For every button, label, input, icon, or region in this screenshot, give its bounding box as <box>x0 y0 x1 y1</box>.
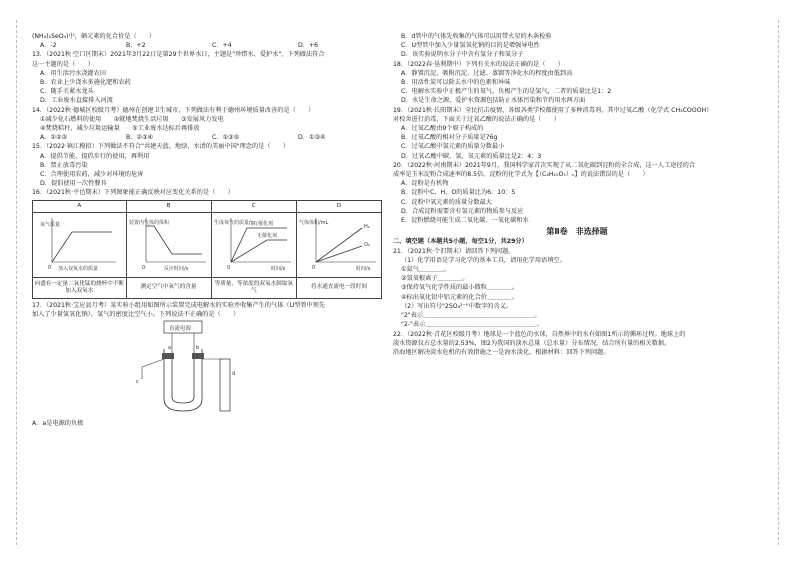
label-c: c <box>136 379 139 386</box>
q16-graph-c <box>213 214 295 272</box>
graph-d-ylabel: 气体体积/mL <box>298 219 329 226</box>
graph-d-label-h2: H₂ <box>363 223 370 230</box>
q21-item-5: （2）写出符号"2SO₄²⁻"中数字的含义。 <box>401 302 513 310</box>
q16-caption-c: 等质量、等浓度的双氧水制取氧气 <box>211 278 296 299</box>
q16-caption-a: 向盛有一定量二氧化锰的烧杯中不断加入双氧水 <box>33 278 127 299</box>
q13-option-b: B．农业上少浇水多施化肥和农药 <box>40 79 131 87</box>
label-d: d <box>232 371 236 378</box>
graph-c-origin: 0 <box>226 264 230 271</box>
graph-a-origin: 0 <box>48 264 52 271</box>
q12-option-c: C．+4 <box>212 42 232 50</box>
q16-graph-b <box>128 214 210 272</box>
q20-option-e: E．淀粉燃烧可能生成二氧化碳、一氧化碳和水 <box>401 217 529 225</box>
graph-c-label-no-catalyst: 无催化剂 <box>256 232 277 239</box>
q16-graph-a <box>38 214 120 272</box>
q21-stem-2: （1）化学用语是学习化学的基本工具，请用化学用语填空。 <box>401 256 566 264</box>
q16-graph-table <box>32 200 382 299</box>
q12-option-b: B．+2 <box>126 42 146 50</box>
q18-stem: 18．（2022春·垦利期中）下列有关水的说法正确的是（ ） <box>393 60 564 68</box>
q17-option-c: C．U型管中加入少量氢氧化钠的目的是增强导电性 <box>401 42 540 50</box>
q15-option-d: D．提倡使用一次性餐具 <box>40 180 107 188</box>
power-supply-label: 直流电源 <box>169 326 192 333</box>
q16-graph-a-cell <box>33 212 127 277</box>
label-a: a <box>168 345 172 352</box>
q20-option-c: C．淀粉中氧元素的质量分数最大 <box>401 198 492 206</box>
q21-item-4: ④标出氧化铝中铝元素的化合价＿＿＿＿。 <box>401 293 518 301</box>
q15-option-b: B．禁止放毒污染 <box>40 161 88 169</box>
left-column <box>32 32 384 429</box>
graph-b-ylabel: 装置内气体的体积 <box>128 219 169 226</box>
q14-option-b: B．②③④ <box>126 134 154 142</box>
q16-head-a: A <box>33 200 127 212</box>
q14-option-c: C．①③⑤ <box>212 134 240 142</box>
q17-option-a: A．a是电源的负极 <box>32 420 84 428</box>
q16-stem: 16．（2021秋·平邑期末）下列图象能正确反映对应变化关系的是（ ） <box>32 189 234 197</box>
q22-stem-1: 22．（2022秋·青花区校级月考）地球是一个蓝色的水球，自然界中的水有如图1所示的循环过程。地球上的 <box>393 330 686 338</box>
q15-option-c: C．合理使用农药，减少对环境的危害 <box>40 171 144 179</box>
q13-stem-2: 这一主题的是（ ） <box>32 60 94 68</box>
q16-caption-b: 测定空气中氧气的含量 <box>126 278 211 299</box>
q19-stem-1: 19．（2021秋·长阳期末）全民抗击疫情，各级各类学校都使用了多种消毒剂，其中过氧乙酸（化学式 CH₃COOOH） <box>393 106 713 114</box>
graph-d-label-o2: O₂ <box>363 241 370 248</box>
q14-option-d: D．①③④ <box>298 134 326 142</box>
graph-d-xlabel: 时间/s <box>355 265 371 272</box>
q22-stem-3: 沿海地区解决淡水危机的有效措施之一是海水淡化。根据材料：回答下列问题。 <box>393 348 610 356</box>
q16-graph-d-cell <box>296 212 381 277</box>
q12-option-d: D．+6 <box>298 42 319 50</box>
q15-stem: 15．（2022·镇江模拟）下列做法不符合"共建天蓝、地绿、水清的美丽中国"理念的是（ ） <box>32 143 290 151</box>
right-column <box>393 32 761 357</box>
q13-option-c: C．随手关紧水龙头 <box>40 88 94 96</box>
graph-c-ylabel: 生成氧气的质量/g <box>213 219 254 226</box>
section-2-title: 第Ⅱ卷 非选择题 <box>546 227 608 237</box>
q20-option-a: A．淀粉是有机物 <box>401 180 449 188</box>
q14-option-a: A．①②③ <box>40 134 68 142</box>
q16-caption-d: 将水通直流电一段时间 <box>296 278 381 299</box>
q16-graph-d <box>298 214 380 272</box>
label-b: b <box>196 345 200 352</box>
q13-option-a: A．用生活污水浇灌农田 <box>40 69 107 77</box>
q14-options <box>40 133 384 142</box>
q19-option-b: B．过氧乙酸的相对分子质量是76g <box>401 134 498 142</box>
q17-option-b: B．d管中的气体先收集的气体可以用带火星的木条检验 <box>401 33 552 40</box>
graph-c-xlabel: 时间/s <box>270 265 286 272</box>
binding-line-left <box>16 20 17 545</box>
q13-stem-1: 13．（2021秋·空口区期末）2021年3月22日是第29个世界水日，主题是"珍惜水、爱护水"。下列做法符合 <box>32 51 325 59</box>
q20-stem-2: 成率是玉米淀粉合成速率的8.5倍。淀粉的化学式为【（C₆H₁₀O₅）ₙ】的说法错误的是（ ） <box>393 171 649 179</box>
q18-option-a: A．静置沉淀、吸附沉淀、过滤、蒸馏等净化水的程度由低到高 <box>401 69 573 77</box>
q12-options <box>40 41 384 50</box>
q14-item-2: ④焚烧秸秆，减少垃圾运输量 ⑤工业废水达标后再排放 <box>40 125 200 133</box>
q16-head-d: D <box>296 200 381 212</box>
q17-stem-1: 17．（2021秋·宝应县月考）某实验小组用如图所示装置完成电解水的实验并收集产生的气体（U型管中预先 <box>32 302 326 310</box>
q12-continuation: (NH₄)₂SeO₄)中，硒元素的化合价是（ ） <box>32 33 156 40</box>
q17-stem-2: 加入了少量氢氧化钠）。氢气的密度比空气小。下列说法不正确的是（ ） <box>32 311 240 319</box>
electrolysis-apparatus-figure <box>102 319 262 417</box>
q20-option-b: B．淀粉中C、H、O的质量比为6：10：5 <box>401 189 516 197</box>
q21-item-1: ①氦气＿＿＿＿。 <box>401 266 450 274</box>
q14-stem: 14．（2022秋·德城区校级月考）德州在创建卫生城市，下列做法有利于德州环境质量改善的是（ ） <box>32 106 315 114</box>
q20-option-d: D．合成淀粉需要含有氢元素的物质参与反应 <box>401 207 524 215</box>
q21-stem-1: 21．（2021秋·个旧期末）请回答下列问题。 <box>393 247 515 255</box>
q16-graph-b-cell <box>126 212 211 277</box>
graph-b-xlabel: 反应时间/s <box>163 265 188 272</box>
q16-head-b: B <box>126 200 211 212</box>
q13-option-d: D．工业废水直接排入河流 <box>40 97 113 105</box>
q17-apparatus <box>102 319 384 419</box>
q20-stem-1: 20．（2022秋·河南期末）2021年9月，我国科学家首次实现了从二氧化碳到淀粉的全合成，这一人工途径的合 <box>393 161 696 169</box>
q17-option-d: D．该实验说明水分子中含有氢分子和氧分子 <box>401 51 524 59</box>
q16-head-c: C <box>211 200 296 212</box>
q18-option-d: D．水是生命之源，爱护水资源包括防止水体污染和节约用水两方面 <box>401 97 586 105</box>
q22-stem-2: 淡水资源仅占总水量的2.53%，图2为我国的淡水总量（总水量）分布情况，结合所有量的相关数据。 <box>393 339 671 347</box>
q12-option-a: A．-2 <box>40 42 57 50</box>
q19-stem-2: 对校舍进行消毒，下面关于过氧乙酸的说法正确的是（ ） <box>393 115 561 123</box>
q21-item-6: "2"表示＿＿＿＿＿＿＿＿＿＿＿＿＿＿＿＿＿＿。 <box>401 312 541 320</box>
q16-graph-c-cell <box>211 212 296 277</box>
q14-item-1: ①减少化石燃料的使用 ②就地焚烧生活垃圾 ③发展风力发电 <box>40 115 224 123</box>
q18-option-c: C．电解水实验中正极产生的氧气，负极产生的是氢气，二者的质量比是1：2 <box>401 88 612 96</box>
q15-option-a: A．提倡节能、提倡步行的使用，再利用 <box>40 152 150 160</box>
graph-c-label-catalyst: 有催化剂 <box>252 220 273 227</box>
q21-item-2: ②氢氧根离子＿＿＿＿。 <box>401 275 469 283</box>
q19-option-d: D．过氧乙酸中碳、氢、氧元素的质量比是2：4：3 <box>401 152 542 160</box>
q19-option-a: A．过氧乙酸由9个原子构成的 <box>401 125 484 133</box>
graph-d-origin: 0 <box>311 264 316 271</box>
section-2-subtitle: 二、填空题（本题共5小题，每空1分，共29分） <box>393 238 528 246</box>
q21-item-3: ③保持氧气化学性质的最小微粒＿＿＿＿。 <box>401 284 518 292</box>
graph-a-xlabel: 加入双氧水的质量 <box>58 265 99 272</box>
graph-b-origin: 0 <box>141 264 145 271</box>
q18-option-b: B．用活性炭可以除去水中的色素和异味 <box>401 79 511 87</box>
graph-a-ylabel: 氧气质量 <box>40 221 61 228</box>
q19-option-c: C．过氧乙酸中氢元素的质量分数最小 <box>401 143 505 151</box>
binding-line-right <box>778 20 779 545</box>
q21-item-7: "2-"表示＿＿＿＿＿＿＿＿＿＿＿＿＿＿＿＿＿＿。 <box>401 321 543 329</box>
